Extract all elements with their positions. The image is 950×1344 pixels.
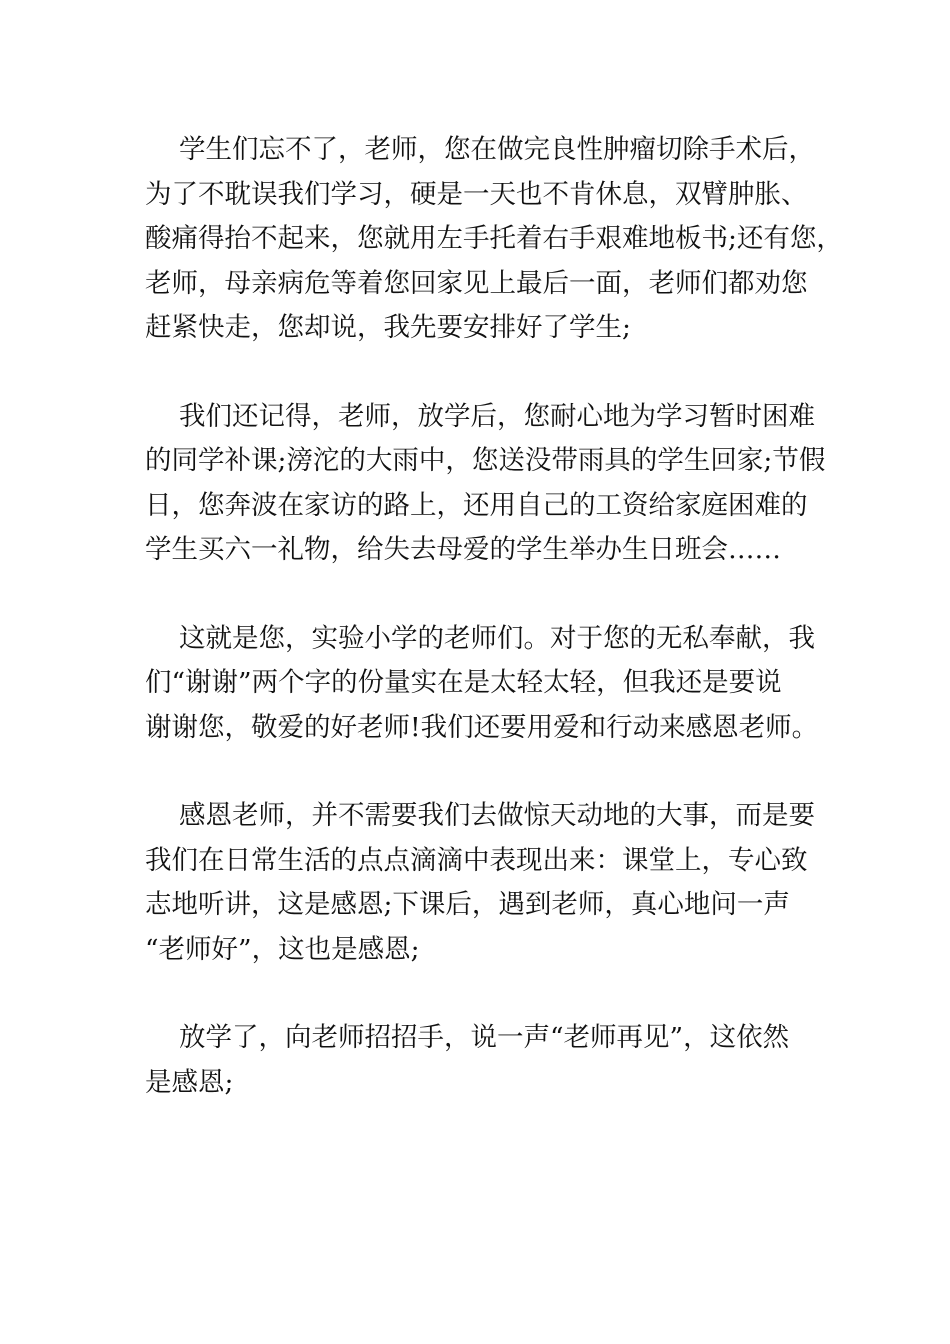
text-line: 学生买六一礼物，给失去母爱的学生举办生日班会…… — [145, 534, 781, 565]
text-line: 赶紧快走，您却说，我先要安排好了学生; — [145, 312, 631, 343]
text-line: 学生们忘不了，老师，您在做完良性肿瘤切除手术后， — [179, 134, 815, 165]
paragraph-3 — [145, 617, 825, 751]
text-line: 日，您奔波在家访的路上，还用自己的工资给家庭困难的 — [145, 489, 808, 521]
text-line: 为了不耽误我们学习，硬是一天也不肯休息，双臂肿胀、 — [145, 178, 808, 210]
paragraph-4 — [145, 794, 825, 972]
text-line: 志地听讲，这是感恩;下课后，遇到老师，真心地问一声 — [145, 889, 790, 920]
text-line: 谢谢您，敬爱的好老师!我们还要用爱和行动来感恩老师。 — [145, 711, 819, 743]
text-line: 我们在日常生活的点点滴滴中表现出来：课堂上，专心致 — [145, 844, 808, 876]
text-line: 放学了，向老师招招手，说一声“老师再见”，这依然 — [179, 1022, 790, 1053]
text-line: 我们还记得，老师，放学后，您耐心地为学习暂时困难 — [179, 400, 815, 432]
text-line: 酸痛得抬不起来，您就用左手托着右手艰难地板书;还有您， — [145, 223, 843, 254]
text-line: 这就是您，实验小学的老师们。对于您的无私奉献，我 — [179, 622, 815, 654]
text-line: 感恩老师，并不需要我们去做惊天动地的大事，而是要 — [179, 800, 815, 831]
text-line: 们“谢谢”两个字的份量实在是太轻太轻，但我还是要说 — [145, 667, 782, 698]
text-line: “老师好”，这也是感恩; — [145, 933, 420, 965]
paragraph-2 — [145, 395, 825, 573]
paragraph-1 — [145, 128, 843, 351]
paragraph-5 — [145, 1016, 825, 1105]
text-line: 老师，母亲病危等着您回家见上最后一面，老师们都劝您 — [145, 267, 808, 299]
text-line: 的同学补课;滂沱的大雨中，您送没带雨具的学生回家;节假 — [145, 445, 826, 476]
document-body — [145, 128, 843, 1149]
text-line: 是感恩; — [145, 1066, 234, 1098]
